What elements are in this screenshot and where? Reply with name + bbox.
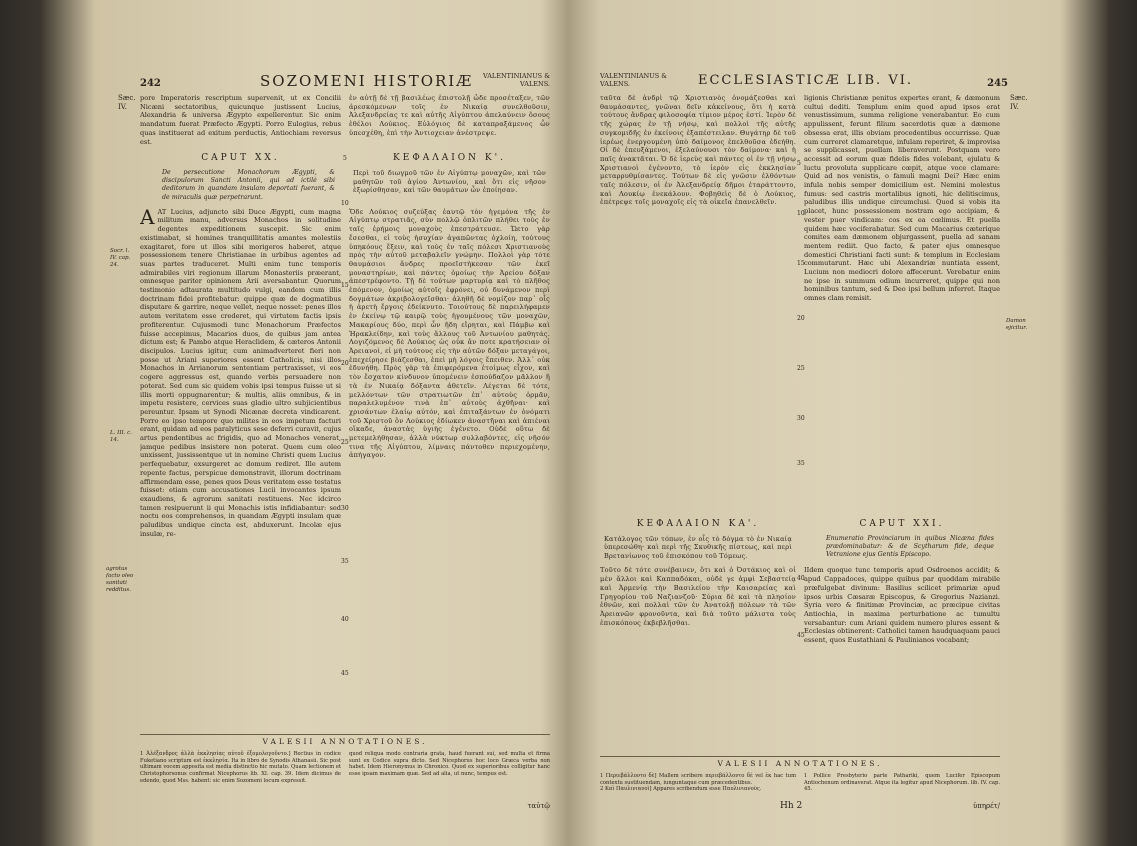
greek-heading-col xyxy=(349,148,550,208)
latin-heading-col xyxy=(140,148,341,208)
chapter-summary-latin: Enumeratio Provinciarum in quibus Nicæna fides prædominabatur: & de Scytharum fide, deque Vetranione ejus Gentis Episcopo. xyxy=(826,534,994,559)
line-number: 20 xyxy=(341,360,349,367)
greek-text: ταῦτα δὲ ἀνδρὶ τῷ Χριστιανὸς ὀνομάζεσθαι καὶ θαυμάσαντες, γνῶναι δεῖν κἀκείνους, ὅτι ἡ κατὰ τούτους ἄνδρας φιλοσοφία τίμιον μέρος ἐστί. Ἱερὸν δὲ τῆς χώρας ἐν τῇ νήσῳ, καὶ πολλοὶ τῆς αὐτῆς συγκομιδῆς ἐν ἐκείνοις ἐξαπέστειλαν. Θυγάτηρ δὲ τοῦ ἱερέως ἐνεργουμένη ὑπὸ δαίμονος ἐπελθοῦσα ἐδεήθη. Οἱ δὲ ἐπευξάμενοι, ἐξελαύνουσι τὸν δαίμονα· καὶ ἡ παῖς ἀνακτᾶται. Ὁ δὲ ἱερεὺς καὶ πάντες οἱ ἐν τῇ νήσῳ Χριστιανοὶ ἐγένοντο, τὸ ἱερὸν εἰς ἐκκλησίαν μεταρρυθμίσαντες. Τούτων δὲ εἰς γνῶσιν ἐλθόντων ταῖς πόλεσιν, οἱ ἐν Ἀλεξανδρείᾳ δῆμοι ἐταράττοντο, καὶ Λουκίῳ ἐνεκάλουν. Φοβηθεὶς δὲ ὁ Λούκιος, ἐπέτρεψε τοῖς μοναχοῖς εἰς τὰ οἰκεῖα ἐπανελθεῖν. xyxy=(600,94,796,207)
greek-body-text: Τοῦτο δὲ τότε συνέβαινεν, ὅτι καὶ ὁ Ὀστάκιος καὶ οἱ μὲν ἄλλοι καὶ Καππαδόκαι, οὐδὲ γε ἀμφὶ Σεβαστείᾳ καὶ Ἀρμενίᾳ τὴν Βασιλείου τὴν Καισαρείας καὶ Γρηγορίου τοῦ Ναζιανζοῦ· Σύρια δὲ καὶ τὰ πλησίον ἐθνῶν, καὶ πολλαὶ τῶν ἐν Ἀνατολῇ πόλεων τὰ τῶν Ἀρειανῶν φρονοῦντα, καὶ διὰ τοῦτο μάλιστα τοὺς ἐπισκόπους ἐκβεβλῆσθαι. xyxy=(600,566,796,627)
line-number: 25 xyxy=(341,439,349,446)
catchword: ταὐτῷ xyxy=(527,802,550,810)
greek-column-body xyxy=(349,208,550,608)
top-columns xyxy=(140,94,550,148)
line-number: 45 xyxy=(341,670,349,677)
line-number: 5 xyxy=(797,160,801,167)
left-page xyxy=(106,60,550,820)
body-columns xyxy=(600,566,1000,676)
chapter-heading-latin: CAPUT XXI. xyxy=(859,519,945,529)
line-number: 40 xyxy=(341,616,349,623)
catchword: ὑπηρέτ/ xyxy=(972,802,1000,810)
line-number: 5 xyxy=(343,155,347,162)
margin-heading: Sæc. IV. xyxy=(118,94,136,111)
latin-column-top xyxy=(804,94,1000,514)
running-head-subtitle: VALENTINIANUS & VALENS. xyxy=(600,72,668,88)
page-number: 245 xyxy=(987,78,1008,89)
annotations-columns xyxy=(600,773,1000,793)
margin-note: agrotus facto oleo sanitati redditus. xyxy=(106,566,134,593)
annotations-heading: VALESII ANNOTATIONES. xyxy=(600,756,1000,769)
line-number: 15 xyxy=(797,260,805,267)
latin-text: ligionis Christianæ penitus expertes erant, & dæmonum cultui dediti. Templum enim quod apud ipsos erat venustissimum, summa religione venerabantur. Eo cum appulissent, ferunt filium sacerdotis quæ a dæmone obsessa erat, illis obviam procedentibus occurrisse. Quæ cum curreret clamaretque, infulam reperiret, & improvisa se supplicasset, puellam liberaverunt. Postquam vero accessit ad eorum quæ fidelis fides volebant, ejulatu & luctu provoluta supplicare cœpit, atque voce clamare: Quid ad nos venistis, o famuli magni Dei? Hæc enim infula nobis semper domicilium est. Nemini molestus fumus: sed castris mortalibus ignoti, hic delitiscimus, paludibus illis undique circumclusi. Quod si vobis ita placet, hunc possessionem nostram ego accipiam, & vester puer vindicam: cos ex ea cœlimus. Et puella quidem hæc vociferabatur. Sed cum Macarius cæterique comites eam dæmonem objurgassent, puella ad sanam mentem rediit. Quo facto, & pater ejus omnesque domestici Christiani facti sunt: & templum in Ecclesiam commutarunt. Hæc ubi Alexandriæ nuntiata essent, Lucium non mediocri dolore affecerunt. Verebatur enim ne ipse in summum odium incurreret, quippe qui non hominibus tantum, sed & Deo ipsi bellum inferret. Itaque omnes clam remisit. xyxy=(804,94,1000,303)
body-columns xyxy=(140,208,550,608)
latin-text: pore Imperatoris rescriptum supervenit, ut ex Concilii Nicæni sectatoribus, quicunque justissent Lucius, Alexandria & universa Ægypto expellerentur. Sic enim mandatum fuerat Præfecto Ægypti. Porro Eulogius, rebus quas instituerat ad exitum perductis, Antiochiam reversus est. xyxy=(140,94,341,146)
running-head: SOZOMENI HISTORIÆ xyxy=(260,72,474,90)
chapter-heading-greek: ΚΕΦΑΛΑΙΟΝ ΚΑ'. xyxy=(636,519,760,529)
annotations-block xyxy=(140,728,550,785)
line-number: 10 xyxy=(797,210,805,217)
latin-body-text: AAT Lucius, adjuncto sibi Duce Ægypti, cum magna militum manu, adversus Monachos in solitudine degentes expeditionem suscepit. Sic enim existimabat, si homines tranquillitatis amantes molestiis exagitaret, fore ut illos sibi morigeros haberet, atque possessionem tenere Christianae in urbibus agentes ad suas partes traduceret. Multi enim tunc temporis admirabiles viri regionum illarum Monasteriis præerant, omnesque pariter opinionem Arii aversabantur. Quorum testimonio adtaurata multitudo vulgi, eandem cum illis doctrinam fidei profitebatur: quippe quæ de dogmatibus disputare & garrire, neque vellet, neque nosset: penes illos autem veritatem esse crederet, qui virtutem factis ipsis profiterentur. Cujusmodi tunc Monachorum Præfectos fuisse accepimus, Macarios duos, de quibus jam antea dictum est; & Pambo atque Heraclidem, & cæteros Antonii discipulos. Lucius igitur, cum animadverteret fieri non posse ut Ariani superiores essent Catholicis, nisi illos Monachos in Arrianorum sententiam pertraxisset, vi eos cogere aggressus est, quando verbis persuadere non poterat. Sed cum sic quidem vobis ipsi tempus fuisse ut si illis morti oppugnarentur; & multis, aliis omnibus, & in impetu resistere, cervices suas gladio ultro subjicientibus pereuntur. Ipsam ut Synodi Nicænæ decreta vindicarent. Porro eo ipso tempore quo milites in eos impetum facturi erant, quidam ad eos paralyticus sese deferri curavit, cujus artus pendentibus ac frigidis, quo ad Monachos venerat, jamque pedibus insistere non poterat. Quem cum oleo unxissent, jussissentque ut in nomine Christi quem Lucius perfequebatur, exsurgeret ac domum rediret. Ille autem repente factus, perspicue demonstravit, illorum doctrinam affirmendam esse, penes quos Deus veritatem esse testatus fuisset: etiam cum accusationes Lucii invocantes ipsum exaudiens, & agrorum sanitati restituens. Nec idcirco tamen resipuerunt ii qui Monachis istis infidiabantur: sed noctu eos comprehensos, in quandam Ægypti insulam quæ paludibus undique cincta est, abduxerunt. Incolæ ejus insulæ, re- xyxy=(140,207,341,538)
annotation-note: 1 Περιεβάλλοντο δὲ] Mallem scribere περιεβάλλοντο δὲ vel ἐκ hac tum contextu sustituendam, iunguntaque cum præcedentibus. 2 Καὶ Παυλινιανοὶ] Appares scribendum esse Παυλινιανοὺς. xyxy=(600,772,796,793)
margin-note: Damon ejicitur. xyxy=(1006,318,1028,331)
line-number: 15 xyxy=(341,282,349,289)
drop-cap: A xyxy=(140,207,155,229)
line-number: 25 xyxy=(797,365,805,372)
greek-body-text: Ὅδε Λούκιος συζεύξας ἑαυτῷ τὸν ἡγεμόνα τῆς ἐν Αἰγύπτῳ στρατιᾶς, σὺν πολλῷ ὁπλιτῶν πλήθει τοὺς ἐν ταῖς ἐρήμοις μοναχοὺς ἐπεστράτευσε. Ὤετο γὰρ ἔσεσθαι, εἰ τοὺς ἡσυχίαν ἀγαπῶντας ὀχλοίη, τούτους ὑπηκόους ἔξειν, καὶ τοὺς ἐν ταῖς πόλεσι Χριστιανοὺς πρὸς τὴν αὐτοῦ μεταβαλεῖν γνώμην. Πολλοὶ γὰρ τότε θαυμάσιοι ἄνδρες προεῖστήκεσαν τῶν ἐκεῖ μοναστηρίων, καὶ πάντες ὁμοίως τὴν Ἀρείου δόξαν ἀπεστρέφοντο. Τῇ δὲ τούτων μαρτυρίᾳ καὶ τὸ πλῆθος ἐπόμενον, ὁμοίως αὐτοῖς ἐφρόνει, οὐ δυνάμενον περὶ δογμάτων ἀκριβολογεῖσθαι· ἀληθῆ δὲ νομίζον παρ᾽ οἷς ἡ ἀρετὴ ἔργοις ἐδείκνυτο. Τοιούτους δὲ παρειλήφαμεν ἐν ἐκείνῳ τῷ καιρῷ τοὺς ἡγουμένους τῶν μοναχῶν, Μακαρίους δύο, περὶ ὧν ἤδη εἴρηται, καὶ Πάμβω καὶ Ἡρακλείδην, καὶ τοὺς ἄλλους τοῦ Ἀντωνίου μαθητάς. Λογιζόμενος δὲ Λούκιος ὡς οὐκ ἄν ποτε κρατήσειαν οἱ Ἀρειανοὶ, εἰ μὴ τούτους εἰς τὴν αὐτῶν δόξαν μεταγάγοι, ἐπεχείρησε βιάζεσθαι, ἐπεὶ μὴ λόγοις ἔπειθεν. Ἀλλ᾽ οὐκ ἐδυνήθη. Πρὸς γὰρ τὰ ἐπιφερόμενα ἑτοίμως εἶχον, καὶ τὸν ἔσχατον κίνδυνον ὑπομένειν ἐσπούδαζον μᾶλλον ἢ τὰ ἐν Νικαίᾳ δόξαντα ἀθετεῖν. Λέγεται δὲ τότε, μελλόντων τῶν στρατιωτῶν ἐπ᾽ αὐτοὺς ὁρμᾶν, παραλελυμένον τινὰ ἐπ᾽ αὐτοὺς ἀχθῆναι· καὶ χρισάντων ἐλαίῳ αὐτόν, καὶ ἐπιταξάντων ἐν ὀνόματι τοῦ Χριστοῦ ὃν Λούκιος ἐδίωκεν ἀναστῆναι καὶ ἀπιέναι οἴκαδε, ἀναστὰς ὑγιὴς ἐγένετο. Οὐδὲ οὕτω δὲ μετεμελήθησαν, ἀλλὰ νύκτωρ συλλαβόντες, εἰς νῆσόν τινα τῆς Αἰγύπτου, λίμναις πάντοθεν περιεχομένην, ἀπήγαγον. xyxy=(349,207,550,460)
annotations-columns xyxy=(140,751,550,785)
greek-heading-col xyxy=(600,514,796,566)
annotation-note: 1 Pollice Presbyterio parte Pathariki, quem Lucifer Episcopum Antiochenum ordinaverat. Atque ita legitur apud Nicephorum. lib. IV. cap. 45. xyxy=(804,772,1000,793)
signature-mark: Hh 2 xyxy=(780,801,803,811)
line-number: 20 xyxy=(797,315,805,322)
greek-column-body xyxy=(600,566,796,676)
latin-column-body xyxy=(140,208,341,608)
chapter-summary-greek: Κατάλογος τῶν τόπων, ἐν οἷς τὸ δόγμα τὸ ἐν Νικαίᾳ ὑπερεσώθη· καὶ περὶ τῆς Σκυθικῆς πίστεως, καὶ περὶ Βρετανίωνος τοῦ ἐπισκόπου τοῦ Τόμεως. xyxy=(604,534,792,560)
latin-column-top xyxy=(140,94,341,148)
chapter-heading-row xyxy=(600,514,1000,566)
margin-heading: Sæc. IV. xyxy=(1010,94,1028,111)
latin-body-text: IIdem quoque tunc temporis apud Osdroenos accidit; & apud Cappadoces, quippe quibus par quoddam mirabile præfulgebat divinum: Basilius scilicet primariæ apud ipsos urbis Cæsaræ Episcopus, & Gregorius Nazianzi. Syria vero & finitimæ Provinciæ, ac præcipue civitas Antiochia, in maxima perturbatione ac tumultu versabantur: cum Ariani quidem numero plures essent & Ecclesias obtinerent: Catholici tamen haudquaquam pauci essent, quos Eustathiani & Paulinianos vocabant; xyxy=(804,566,1000,645)
running-head-subtitle: VALENTINIANUS & VALENS. xyxy=(482,72,550,88)
line-number: 10 xyxy=(341,200,349,207)
annotation-note: quod reliqua modo contraria grata, haud fuerant sui, sed multa et firma sunt ex Codice supra dicto. Sed Nicephorus hoc loco Græca verba non habet. Idem Hieronymus in Chronico. Quod ex superioribus colligitur hanc esse ipsam maximam quæ. Sed ad alia, ut nunc, tempus est. xyxy=(349,750,550,778)
line-number: 35 xyxy=(797,460,805,467)
line-number: 40 xyxy=(797,575,805,582)
line-number: 35 xyxy=(341,558,349,565)
margin-note: Socr. l. IV. cap. 24. xyxy=(110,248,131,268)
latin-heading-col xyxy=(804,514,1000,566)
annotation-note: 1 Ἀλέξανδρος ἀλλὰ ἐκκλησίας αὐτοῦ ἐξομολογοῦντο.] Rectius in codice Fuketiano scriptum est ἐκκλησία. Ita in libro de Synodis Athanasii. Sic post ultimam vocem apposita est media distinctio hic mutato. Quam lectionem et Christophorsonus confirmat Nicephorus lib. XI. cap. 39. Idem dicimus de edendo, quod Mss. habent: sic enim Sozomeni locum expressit. xyxy=(140,750,341,784)
chapter-heading-latin: CAPUT XX. xyxy=(201,153,280,164)
right-page-header xyxy=(600,60,1028,111)
running-head: ECCLESIASTICÆ LIB. VI. xyxy=(698,73,913,88)
chapter-summary-latin: De persecutione Monachorum Ægypti, & discipulorum Sancti Antonii, qui ad ictilè sibi deditorum in quandam insulam deportati fuerant, & de miraculis quæ perpetrarunt. xyxy=(162,168,335,201)
right-page xyxy=(600,60,1028,820)
top-columns xyxy=(600,94,1000,514)
greek-column-top xyxy=(600,94,796,514)
left-page-header xyxy=(118,60,550,111)
line-number: 45 xyxy=(797,632,805,639)
margin-note: L. III. c. 14. xyxy=(110,430,132,443)
chapter-summary-greek: Περὶ τοῦ διωγμοῦ τῶν ἐν Αἰγύπτῳ μοναχῶν, καὶ τῶν μαθητῶν τοῦ ἁγίου Ἀντωνίου, καὶ ὅτι εἰς νῆσον ἐξωρίσθησαν, καὶ τῶν θαυμάτων ὧν ἐποίησαν. xyxy=(353,168,546,195)
page-number: 242 xyxy=(140,78,161,89)
line-number: 30 xyxy=(341,505,349,512)
latin-column-body xyxy=(804,566,1000,676)
greek-column-top xyxy=(349,94,550,148)
annotations-block xyxy=(600,750,1000,793)
annotations-heading: VALESII ANNOTATIONES. xyxy=(140,734,550,747)
greek-text: ἐν αὐτῇ δὲ τῇ βασιλέως ἐπιστολῇ ὧδε προσέταξεν, τῶν ἀρεσκόμενων τοῖς ἐν Νικαίᾳ συνελθοῦσιν, Ἀλεξανδρείας τε καὶ αὐτῆς Αἰγύπτου ἀπελαύνειν ὅσους ἐθέλοι Λούκιος. Εὐλόγιος δὲ καταπραξάμενος ὧν ὑπεσχέθη, ἐπὶ τὴν Ἀντιοχειαν ἀνέστρεψε. xyxy=(349,94,550,137)
line-number: 30 xyxy=(797,415,805,422)
chapter-heading-greek: ΚΕΦΑΛΑΙΟΝ Κ'. xyxy=(393,153,506,164)
